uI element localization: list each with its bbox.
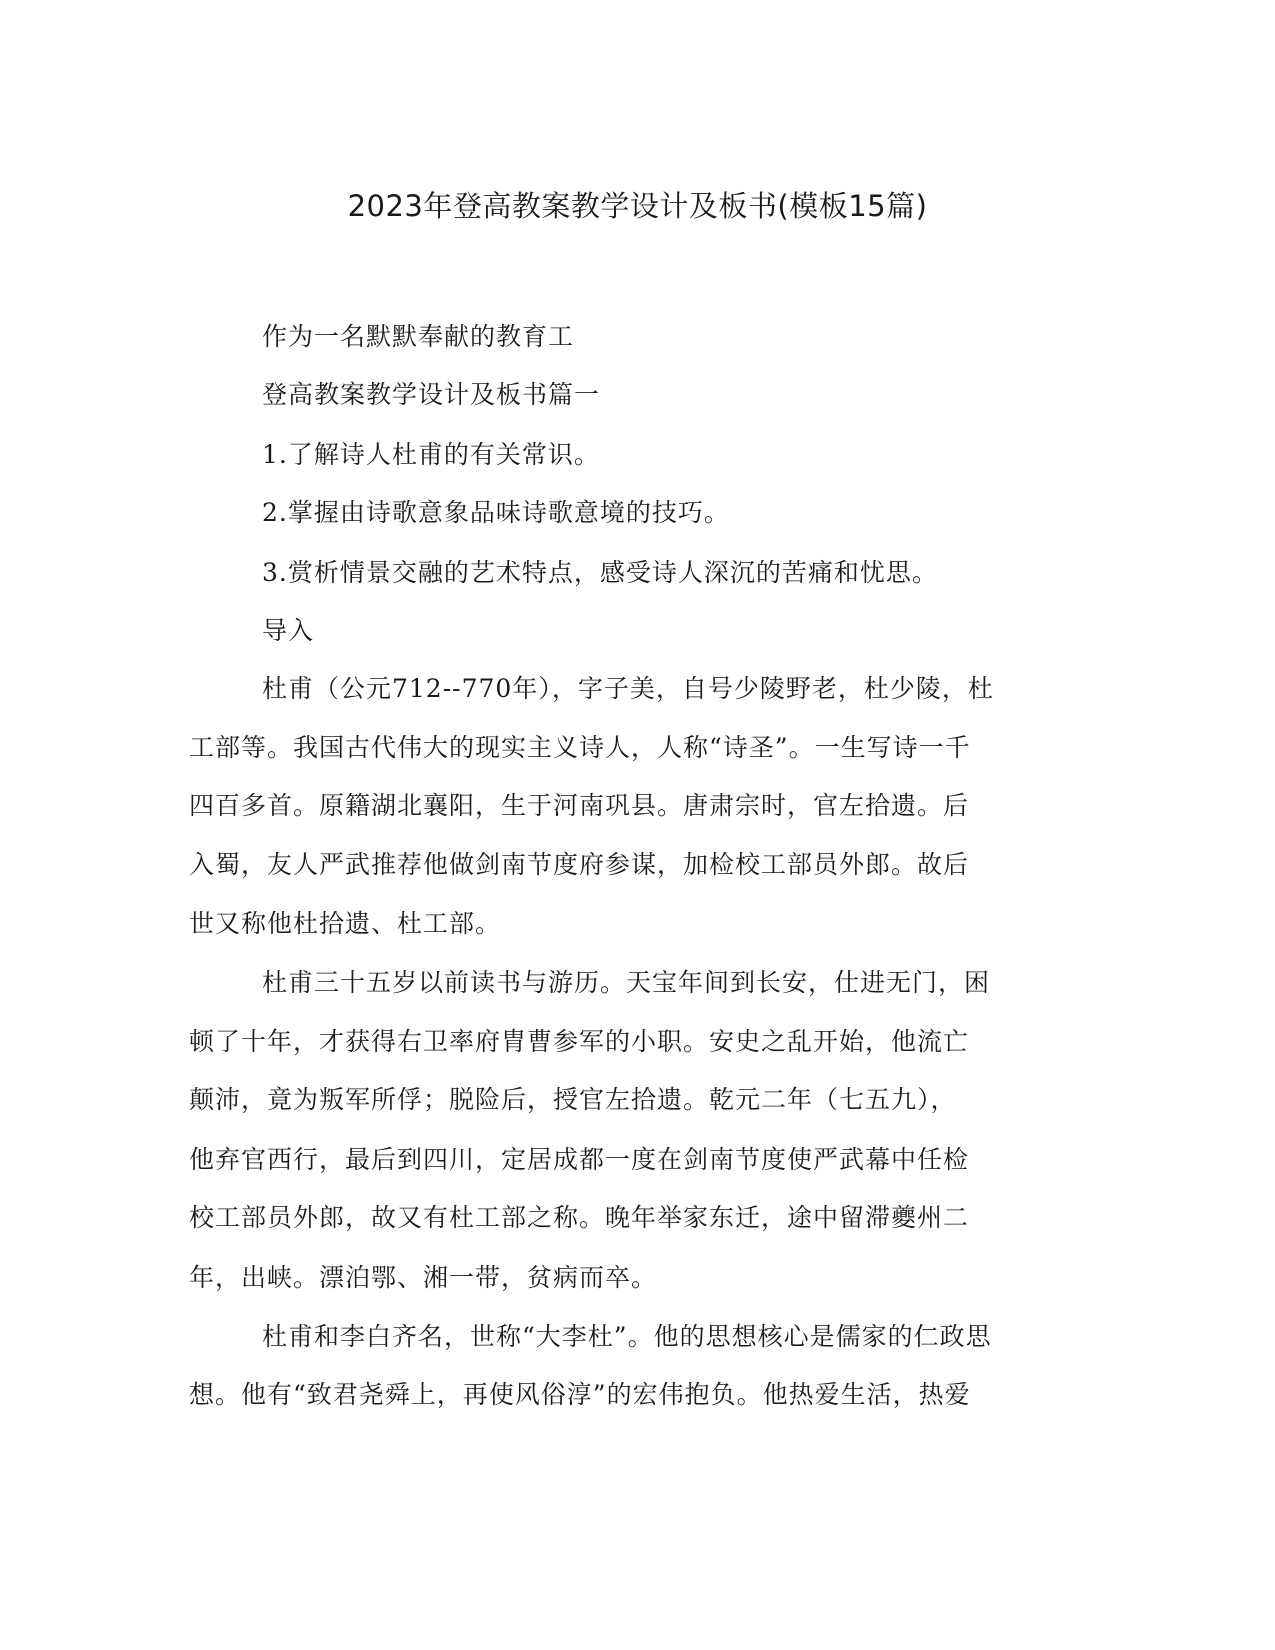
- intro-text: 作为一名默默奉献的教育工: [262, 322, 575, 351]
- paragraph-line: 杜甫三十五岁以前读书与游历。天宝年间到长安，仕进无门，困: [262, 968, 991, 997]
- paragraph-line: 世又称他杜拾遗、杜工部。: [189, 909, 502, 938]
- paragraph-line: 年，出峡。漂泊鄂、湘一带，贫病而卒。: [189, 1263, 658, 1292]
- paragraph-line: 入蜀，友人严武推荐他做剑南节度府参谋，加检校工部员外郎。故后: [189, 850, 970, 879]
- paragraph-line: 四百多首。原籍湖北襄阳，生于河南巩县。唐肃宗时，官左拾遗。后: [189, 791, 970, 820]
- paragraph-line: 他弃官西行，最后到四川，定居成都一度在剑南节度使严武幕中任检: [189, 1145, 970, 1174]
- paragraph-line: 杜甫和李白齐名，世称“大李杜”。他的思想核心是儒家的仁政思: [262, 1322, 992, 1351]
- paragraph-line: 顿了十年，才获得右卫率府胄曹参军的小职。安史之乱开始，他流亡: [189, 1027, 970, 1056]
- paragraph-line: 校工部员外郎，故又有杜工部之称。晚年举家东迁，途中留滞夔州二: [189, 1203, 970, 1232]
- section-heading: 登高教案教学设计及板书篇一: [262, 380, 601, 409]
- objective-item: 1.了解诗人杜甫的有关常识。: [262, 440, 600, 469]
- objective-item: 3.赏析情景交融的艺术特点，感受诗人深沉的苦痛和忧思。: [262, 558, 938, 587]
- objective-item: 2.掌握由诗歌意象品味诗歌意境的技巧。: [262, 498, 730, 527]
- paragraph-line: 颠沛，竟为叛军所俘；脱险后，授官左拾遗。乾元二年（七五九），: [189, 1085, 957, 1114]
- paragraph-line: 杜甫（公元712--770年），字子美，自号少陵野老，杜少陵，杜: [262, 674, 994, 703]
- lead-in-heading: 导入: [262, 616, 315, 645]
- paragraph-line: 想。他有“致君尧舜上，再使风俗淳”的宏伟抱负。他热爱生活，热爱: [189, 1380, 971, 1409]
- document-title: 2023年登高教案教学设计及板书(模板15篇): [347, 189, 928, 223]
- paragraph-line: 工部等。我国古代伟大的现实主义诗人，人称“诗圣”。一生写诗一千: [189, 733, 971, 762]
